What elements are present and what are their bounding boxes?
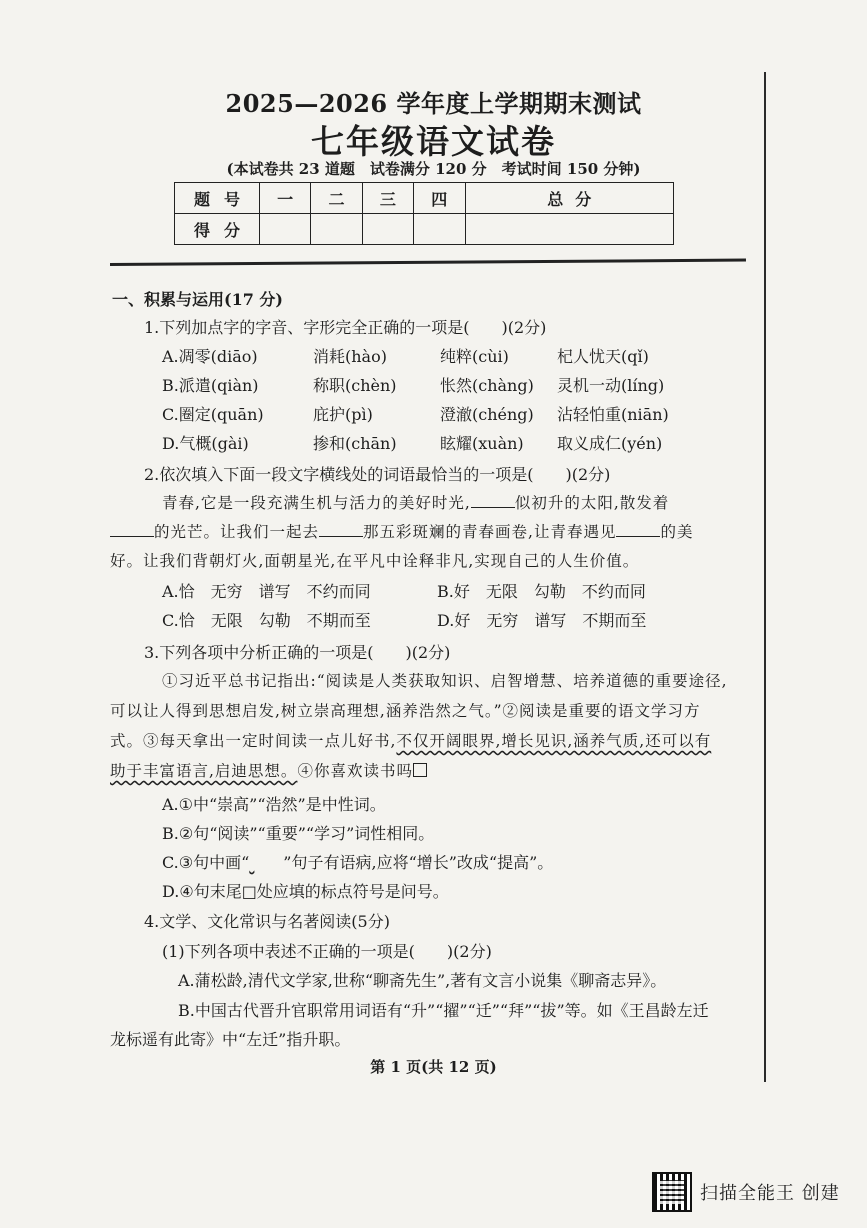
question-1-stem: 1.下列加点字的字音、字形完全正确的一项是( )(2分) xyxy=(144,318,547,337)
score-cell[interactable] xyxy=(414,214,465,245)
exam-info: (本试卷共 23 道题 试卷满分 120 分 考试时间 150 分钟) xyxy=(226,160,641,178)
q2-option: D.好 无穷 谱写 不期而至 xyxy=(437,611,647,630)
score-cell[interactable] xyxy=(260,214,311,245)
q4-option: B.中国古代晋升官职常用词语有“升”“擢”“迁”“拜”“拔”等。如《王昌龄左迁 xyxy=(178,1001,709,1020)
score-cell[interactable] xyxy=(311,214,362,245)
qr-code-icon xyxy=(652,1172,692,1212)
q1-option: 称职(chèn) xyxy=(313,376,397,395)
separator-line xyxy=(110,259,746,266)
score-row-label: 得分 xyxy=(175,214,260,245)
q2-option: B.好 无限 勾勒 不约而同 xyxy=(437,582,646,601)
score-row-label: 题号 xyxy=(175,183,260,214)
exam-title: 2025—2026 学年度上学期期末测试 xyxy=(225,89,642,118)
question-2-stem: 2.依次填入下面一段文字横线处的词语最恰当的一项是( )(2分) xyxy=(144,465,611,484)
q1-option: A.凋零(diāo) xyxy=(162,347,258,366)
q1-option: 怅然(chàng) xyxy=(440,376,534,395)
q3-option: D.④句末尾□处应填的标点符号是问号。 xyxy=(162,882,449,901)
passage-text: 似初升的太阳,散发着 xyxy=(514,494,670,512)
q4-sub-question: (1)下列各项中表述不正确的一项是( )(2分) xyxy=(162,942,492,961)
q4-option: A.蒲松龄,清代文学家,世称“聊斋先生”,著有文言小说集《聊斋志异》。 xyxy=(178,971,667,990)
score-col: 一 xyxy=(260,183,311,214)
q1-option: D.气概(gài) xyxy=(162,434,249,453)
score-cell[interactable] xyxy=(465,214,674,245)
exam-subject: 七年级语文试卷 xyxy=(311,122,556,161)
q3-passage-line: ①习近平总书记指出:“阅读是人类获取知识、启智增慧、培养道德的重要途径, xyxy=(162,672,728,690)
score-table xyxy=(174,182,674,245)
score-col: 二 xyxy=(311,183,362,214)
section-title: 一、积累与运用(17 分) xyxy=(112,290,283,309)
passage-text: 的光芒。让我们一起去 xyxy=(154,523,320,541)
passage-text: 那五彩斑斓的青春画卷,让青春遇见 xyxy=(363,523,617,541)
q1-option: 灵机一动(líng) xyxy=(557,376,665,395)
q1-option: 掺和(chān) xyxy=(313,434,397,453)
score-cell[interactable] xyxy=(362,214,413,245)
question-4-stem: 4.文学、文化常识与名著阅读(5分) xyxy=(144,912,390,931)
q2-passage-line xyxy=(162,491,669,513)
wavy-mark xyxy=(249,853,283,872)
q1-option: 眩耀(xuàn) xyxy=(440,434,524,453)
scanner-watermark xyxy=(652,1172,840,1212)
q2-option: C.恰 无限 勾勒 不期而至 xyxy=(162,611,371,630)
passage-text: 的美 xyxy=(660,523,694,541)
q3-passage-line xyxy=(110,729,711,751)
q3-option: A.①中“崇高”“浩然”是中性词。 xyxy=(162,795,386,814)
answer-blank[interactable] xyxy=(471,493,515,508)
page-footer: 第 1 页(共 12 页) xyxy=(370,1058,497,1076)
q1-option: 沾轻怕重(niān) xyxy=(557,405,669,424)
answer-blank[interactable] xyxy=(616,522,660,537)
question-3-stem: 3.下列各项中分析正确的一项是( )(2分) xyxy=(144,643,451,662)
q3-passage-line: 可以让人得到思想启发,树立崇高理想,涵养浩然之气。”②阅读是重要的语文学习方 xyxy=(110,702,701,720)
q2-option: A.恰 无穷 谱写 不约而同 xyxy=(162,582,371,601)
binding-line xyxy=(764,72,766,1082)
answer-blank[interactable] xyxy=(110,522,154,537)
q1-option: 纯粹(cùi) xyxy=(440,347,509,366)
passage-text: 式。③每天拿出一定时间读一点儿好书, xyxy=(110,732,397,750)
q3-option xyxy=(162,850,553,873)
wavy-underlined-text: 助于丰富语言,启迪思想。 xyxy=(110,762,298,780)
q1-option: 取义成仁(yén) xyxy=(557,434,663,453)
q1-option: C.圈定(quān) xyxy=(162,405,264,424)
q2-passage-line xyxy=(110,520,693,542)
q2-passage-line: 好。让我们背朝灯火,面朝星光,在平凡中诠释非凡,实现自己的人生价值。 xyxy=(110,552,640,570)
q1-option: B.派遣(qiàn) xyxy=(162,376,259,395)
option-text: C.③句中画“ xyxy=(162,853,250,872)
q3-option: B.②句“阅读”“重要”“学习”词性相同。 xyxy=(162,824,435,843)
q1-option: 杞人忧天(qǐ) xyxy=(557,347,649,366)
wavy-underlined-text: 不仅开阔眼界,增长见识,涵养气质,还可以有 xyxy=(396,732,712,750)
q1-option: 庇护(pì) xyxy=(313,405,373,424)
score-col-total: 总分 xyxy=(465,183,674,214)
passage-text: 青春,它是一段充满生机与活力的美好时光, xyxy=(162,494,471,512)
watermark-text: 扫描全能王 创建 xyxy=(700,1183,840,1204)
answer-blank[interactable] xyxy=(319,522,363,537)
q1-option: 消耗(hào) xyxy=(313,347,387,366)
q1-option: 澄澈(chéng) xyxy=(440,405,534,424)
punctuation-box xyxy=(413,763,427,777)
q3-passage-line xyxy=(110,759,427,781)
passage-text: ④你喜欢读书吗 xyxy=(297,762,413,780)
score-col: 四 xyxy=(414,183,465,214)
option-text: ”句子有语病,应将“增长”改成“提高”。 xyxy=(283,853,554,872)
q4-option-cont: 龙标遥有此寄》中“左迁”指升职。 xyxy=(110,1030,351,1049)
score-col: 三 xyxy=(362,183,413,214)
